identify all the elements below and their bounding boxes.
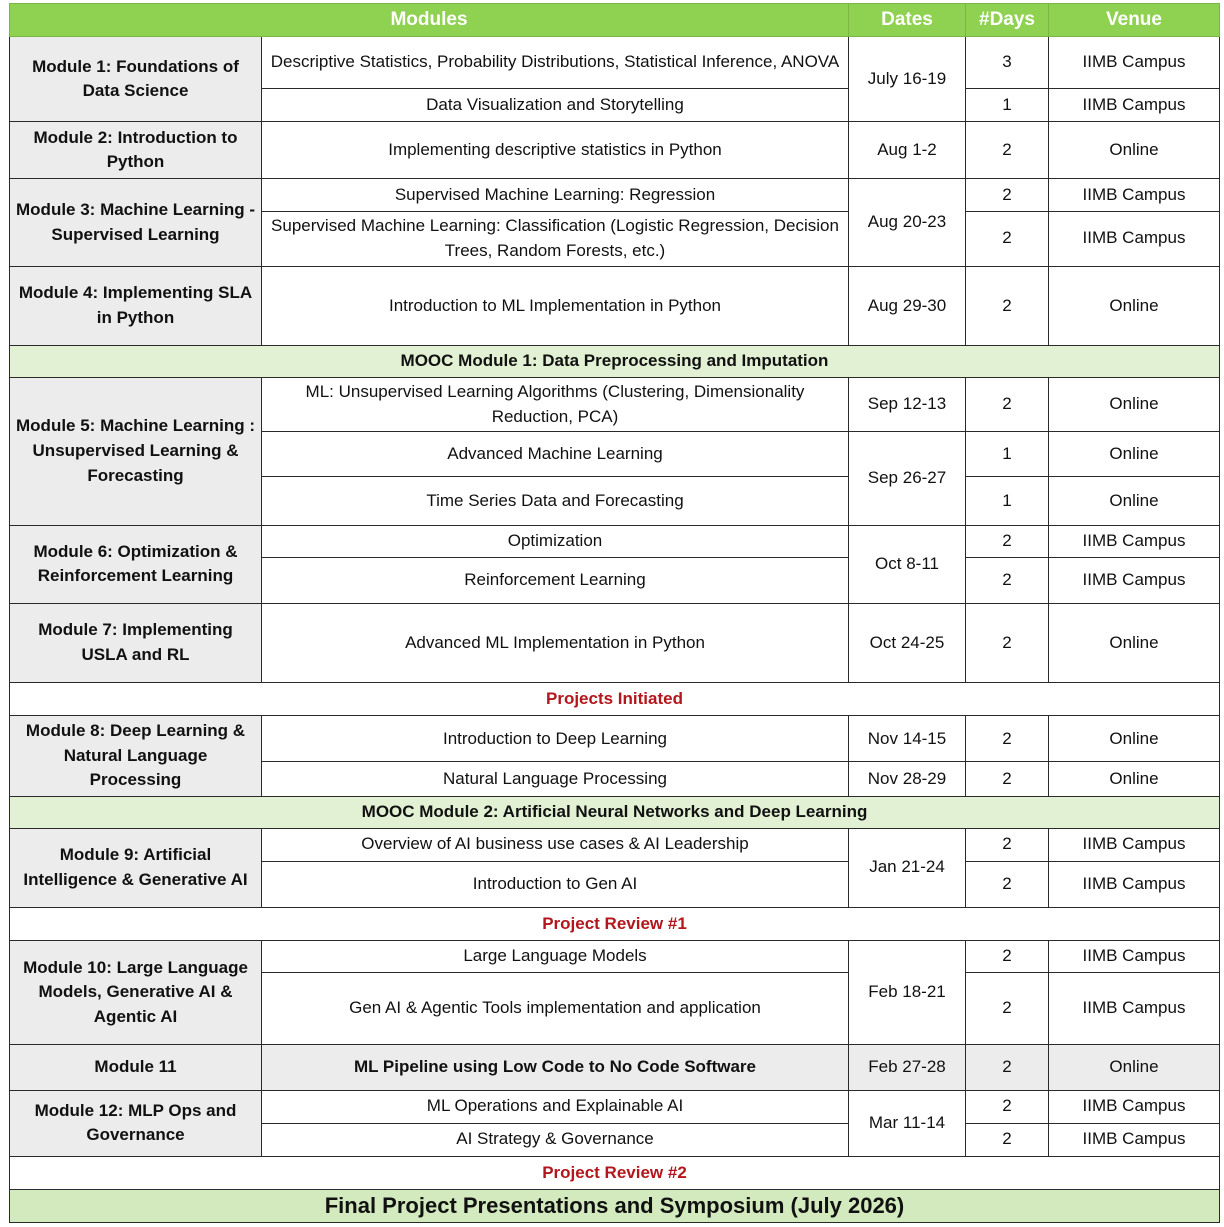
- module-11-name: Module 11: [10, 1045, 262, 1090]
- session-dates: Oct 8-11: [849, 525, 966, 603]
- session-dates: Nov 28-29: [849, 762, 966, 796]
- table-row: [10, 525, 1220, 557]
- session-venue: IIMB Campus: [1049, 89, 1220, 122]
- session-topic: Supervised Machine Learning: Classification (Logistic Regression, Decision Trees, Random Forests, etc.): [262, 211, 849, 266]
- mooc-module-2: MOOC Module 2: Artificial Neural Networks and Deep Learning: [10, 796, 1220, 828]
- session-days: 1: [966, 432, 1049, 477]
- session-venue: IIMB Campus: [1049, 557, 1220, 603]
- session-topic: Overview of AI business use cases & AI Leadership: [262, 828, 849, 861]
- session-dates: Aug 20-23: [849, 179, 966, 266]
- final-row: [10, 1189, 1220, 1222]
- module-1-name: Module 1: Foundations of Data Science: [10, 37, 262, 122]
- table-row: [10, 1090, 1220, 1123]
- session-venue: Online: [1049, 716, 1220, 762]
- table-row: [10, 603, 1220, 682]
- session-days: 2: [966, 941, 1049, 973]
- session-topic: Optimization: [262, 525, 849, 557]
- session-days: 2: [966, 828, 1049, 861]
- session-venue: IIMB Campus: [1049, 37, 1220, 89]
- session-days: 2: [966, 716, 1049, 762]
- session-topic: Large Language Models: [262, 941, 849, 973]
- session-topic: ML Operations and Explainable AI: [262, 1090, 849, 1123]
- header-dates: Dates: [849, 4, 966, 37]
- session-days: 2: [966, 211, 1049, 266]
- session-topic: Gen AI & Agentic Tools implementation and application: [262, 973, 849, 1045]
- session-venue: IIMB Campus: [1049, 525, 1220, 557]
- session-venue: Online: [1049, 266, 1220, 345]
- session-days: 2: [966, 1090, 1049, 1123]
- session-days: 2: [966, 557, 1049, 603]
- session-topic: Descriptive Statistics, Probability Distributions, Statistical Inference, ANOVA: [262, 37, 849, 89]
- session-days: 1: [966, 477, 1049, 525]
- table-row: [10, 266, 1220, 345]
- session-venue: Online: [1049, 1045, 1220, 1090]
- session-days: 2: [966, 378, 1049, 432]
- table-row: [10, 37, 1220, 89]
- session-dates: Feb 18-21: [849, 941, 966, 1045]
- session-venue: IIMB Campus: [1049, 1123, 1220, 1156]
- projects-initiated: Projects Initiated: [10, 683, 1220, 716]
- session-days: 1: [966, 89, 1049, 122]
- session-topic: Advanced ML Implementation in Python: [262, 603, 849, 682]
- program-schedule-table: [9, 3, 1220, 1223]
- session-days: 2: [966, 762, 1049, 796]
- session-dates: Nov 14-15: [849, 716, 966, 762]
- session-dates: Oct 24-25: [849, 603, 966, 682]
- module-12-name: Module 12: MLP Ops and Governance: [10, 1090, 262, 1156]
- header-modules: Modules: [10, 4, 849, 37]
- session-topic: Natural Language Processing: [262, 762, 849, 796]
- table-row: [10, 1045, 1220, 1090]
- session-venue: IIMB Campus: [1049, 828, 1220, 861]
- session-topic: Data Visualization and Storytelling: [262, 89, 849, 122]
- session-venue: Online: [1049, 762, 1220, 796]
- session-dates: Aug 29-30: [849, 266, 966, 345]
- module-6-name: Module 6: Optimization & Reinforcement Learning: [10, 525, 262, 603]
- project-review-2: Project Review #2: [10, 1156, 1220, 1189]
- table-row: [10, 716, 1220, 762]
- session-venue: IIMB Campus: [1049, 861, 1220, 907]
- session-dates: July 16-19: [849, 37, 966, 122]
- session-days: 2: [966, 1045, 1049, 1090]
- module-5-name: Module 5: Machine Learning : Unsupervised Learning & Forecasting: [10, 378, 262, 526]
- table-row: [10, 941, 1220, 973]
- mooc-module-1: MOOC Module 1: Data Preprocessing and Imputation: [10, 346, 1220, 378]
- session-dates: Sep 12-13: [849, 378, 966, 432]
- session-topic: Introduction to Deep Learning: [262, 716, 849, 762]
- session-venue: IIMB Campus: [1049, 941, 1220, 973]
- session-venue: IIMB Campus: [1049, 179, 1220, 211]
- table-row: [10, 378, 1220, 432]
- session-dates: Aug 1-2: [849, 122, 966, 179]
- session-dates: Sep 26-27: [849, 432, 966, 525]
- session-topic: Advanced Machine Learning: [262, 432, 849, 477]
- session-days: 2: [966, 266, 1049, 345]
- session-topic: ML Pipeline using Low Code to No Code Software: [262, 1045, 849, 1090]
- header-row: [10, 4, 1220, 37]
- session-days: 2: [966, 122, 1049, 179]
- session-venue: Online: [1049, 477, 1220, 525]
- module-2-name: Module 2: Introduction to Python: [10, 122, 262, 179]
- milestone-row: [10, 1156, 1220, 1189]
- session-venue: Online: [1049, 432, 1220, 477]
- module-8-name: Module 8: Deep Learning & Natural Language Processing: [10, 716, 262, 796]
- session-topic: ML: Unsupervised Learning Algorithms (Clustering, Dimensionality Reduction, PCA): [262, 378, 849, 432]
- session-days: 3: [966, 37, 1049, 89]
- session-dates: Mar 11-14: [849, 1090, 966, 1156]
- header-days: #Days: [966, 4, 1049, 37]
- module-4-name: Module 4: Implementing SLA in Python: [10, 266, 262, 345]
- milestone-row: [10, 683, 1220, 716]
- mooc-row: [10, 796, 1220, 828]
- session-venue: Online: [1049, 122, 1220, 179]
- table-row: [10, 122, 1220, 179]
- session-venue: IIMB Campus: [1049, 973, 1220, 1045]
- session-topic: Reinforcement Learning: [262, 557, 849, 603]
- session-topic: AI Strategy & Governance: [262, 1123, 849, 1156]
- final-presentations: Final Project Presentations and Symposium (July 2026): [10, 1189, 1220, 1222]
- session-topic: Time Series Data and Forecasting: [262, 477, 849, 525]
- mooc-row: [10, 346, 1220, 378]
- session-days: 2: [966, 603, 1049, 682]
- module-7-name: Module 7: Implementing USLA and RL: [10, 603, 262, 682]
- session-topic: Supervised Machine Learning: Regression: [262, 179, 849, 211]
- session-venue: IIMB Campus: [1049, 1090, 1220, 1123]
- session-days: 2: [966, 973, 1049, 1045]
- module-3-name: Module 3: Machine Learning - Supervised Learning: [10, 179, 262, 266]
- project-review-1: Project Review #1: [10, 907, 1220, 940]
- milestone-row: [10, 907, 1220, 940]
- session-venue: Online: [1049, 603, 1220, 682]
- session-venue: IIMB Campus: [1049, 211, 1220, 266]
- session-dates: Feb 27-28: [849, 1045, 966, 1090]
- session-days: 2: [966, 525, 1049, 557]
- session-days: 2: [966, 861, 1049, 907]
- table-row: [10, 179, 1220, 211]
- table-row: [10, 828, 1220, 861]
- session-days: 2: [966, 179, 1049, 211]
- session-dates: Jan 21-24: [849, 828, 966, 907]
- header-venue: Venue: [1049, 4, 1220, 37]
- session-topic: Introduction to ML Implementation in Python: [262, 266, 849, 345]
- module-9-name: Module 9: Artificial Intelligence & Generative AI: [10, 828, 262, 907]
- session-venue: Online: [1049, 378, 1220, 432]
- module-10-name: Module 10: Large Language Models, Generative AI & Agentic AI: [10, 941, 262, 1045]
- session-topic: Introduction to Gen AI: [262, 861, 849, 907]
- session-days: 2: [966, 1123, 1049, 1156]
- session-topic: Implementing descriptive statistics in Python: [262, 122, 849, 179]
